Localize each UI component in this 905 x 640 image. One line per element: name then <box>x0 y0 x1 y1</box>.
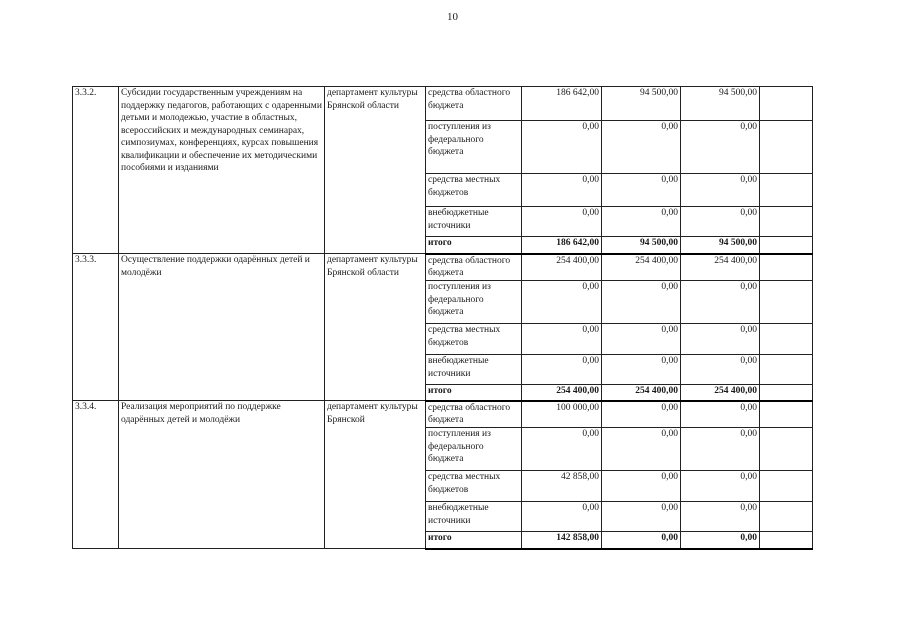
empty-cell <box>760 502 813 532</box>
amount-year-3: 0,00 <box>681 281 760 324</box>
amount-year-1: 42 858,00 <box>522 471 602 502</box>
amount-year-2: 0,00 <box>602 207 681 237</box>
amount-year-3: 0,00 <box>681 174 760 207</box>
table-row <box>73 254 813 281</box>
amount-year-1: 0,00 <box>522 355 602 385</box>
amount-year-1: 254 400,00 <box>522 254 602 281</box>
amount-year-1: 142 858,00 <box>522 532 602 549</box>
table-row <box>73 401 813 428</box>
item-description: Субсидии государственным учреждениям на поддержку педагогов, работающих с одаренными детьми и молодежью, участие в областных, всероссийских и международных семинарах, симпозиумах, конференциях, курсах повышения квалификации и обеспечение их методическими пособиями и изданиями <box>119 87 325 254</box>
empty-cell <box>760 281 813 324</box>
funding-source: итого <box>426 237 522 254</box>
amount-year-1: 100 000,00 <box>522 401 602 428</box>
amount-year-2: 0,00 <box>602 471 681 502</box>
amount-year-3: 94 500,00 <box>681 87 760 121</box>
amount-year-1: 0,00 <box>522 207 602 237</box>
funding-source: средства областного бюджета <box>426 401 522 428</box>
amount-year-2: 0,00 <box>602 174 681 207</box>
funding-source: поступления из федерального бюджета <box>426 281 522 324</box>
responsible-executor: департамент культуры Брянской <box>325 401 426 549</box>
item-code: 3.3.3. <box>73 254 119 401</box>
amount-year-3: 0,00 <box>681 502 760 532</box>
amount-year-3: 254 400,00 <box>681 254 760 281</box>
amount-year-3: 0,00 <box>681 532 760 549</box>
amount-year-3: 0,00 <box>681 401 760 428</box>
empty-cell <box>760 355 813 385</box>
funding-source: внебюджетные источники <box>426 207 522 237</box>
item-description: Реализация мероприятий по поддержке одарённых детей и молодёжи <box>119 401 325 549</box>
amount-year-3: 0,00 <box>681 324 760 355</box>
amount-year-1: 0,00 <box>522 281 602 324</box>
empty-cell <box>760 254 813 281</box>
table-row <box>73 87 813 121</box>
empty-cell <box>760 237 813 254</box>
funding-source: итого <box>426 532 522 549</box>
responsible-executor: департамент культуры Брянской области <box>325 254 426 401</box>
empty-cell <box>760 428 813 471</box>
item-code: 3.3.4. <box>73 401 119 549</box>
amount-year-2: 0,00 <box>602 401 681 428</box>
amount-year-2: 0,00 <box>602 121 681 174</box>
amount-year-2: 94 500,00 <box>602 87 681 121</box>
amount-year-2: 254 400,00 <box>602 254 681 281</box>
empty-cell <box>760 207 813 237</box>
amount-year-1: 186 642,00 <box>522 237 602 254</box>
amount-year-2: 0,00 <box>602 428 681 471</box>
item-description: Осуществление поддержки одарённых детей и молодёжи <box>119 254 325 401</box>
empty-cell <box>760 532 813 549</box>
empty-cell <box>760 87 813 121</box>
amount-year-3: 254 400,00 <box>681 385 760 401</box>
amount-year-1: 0,00 <box>522 428 602 471</box>
empty-cell <box>760 324 813 355</box>
amount-year-3: 94 500,00 <box>681 237 760 254</box>
amount-year-2: 0,00 <box>602 324 681 355</box>
amount-year-1: 254 400,00 <box>522 385 602 401</box>
funding-source: средства местных бюджетов <box>426 471 522 502</box>
amount-year-3: 0,00 <box>681 428 760 471</box>
funding-source: средства областного бюджета <box>426 254 522 281</box>
funding-source: внебюджетные источники <box>426 502 522 532</box>
empty-cell <box>760 121 813 174</box>
empty-cell <box>760 471 813 502</box>
empty-cell <box>760 385 813 401</box>
amount-year-1: 0,00 <box>522 502 602 532</box>
amount-year-1: 0,00 <box>522 174 602 207</box>
funding-source: средства местных бюджетов <box>426 324 522 355</box>
page-number: 10 <box>447 11 458 23</box>
amount-year-1: 0,00 <box>522 121 602 174</box>
funding-source: поступления из федерального бюджета <box>426 121 522 174</box>
amount-year-3: 0,00 <box>681 471 760 502</box>
amount-year-2: 94 500,00 <box>602 237 681 254</box>
funding-source: итого <box>426 385 522 401</box>
amount-year-3: 0,00 <box>681 121 760 174</box>
amount-year-2: 0,00 <box>602 281 681 324</box>
amount-year-3: 0,00 <box>681 355 760 385</box>
funding-source: внебюджетные источники <box>426 355 522 385</box>
responsible-executor: департамент культуры Брянской области <box>325 87 426 254</box>
amount-year-2: 0,00 <box>602 532 681 549</box>
amount-year-1: 186 642,00 <box>522 87 602 121</box>
empty-cell <box>760 174 813 207</box>
amount-year-2: 0,00 <box>602 502 681 532</box>
amount-year-3: 0,00 <box>681 207 760 237</box>
item-code: 3.3.2. <box>73 87 119 254</box>
funding-source: средства местных бюджетов <box>426 174 522 207</box>
budget-table <box>72 86 813 550</box>
amount-year-2: 254 400,00 <box>602 385 681 401</box>
empty-cell <box>760 401 813 428</box>
amount-year-2: 0,00 <box>602 355 681 385</box>
funding-source: средства областного бюджета <box>426 87 522 121</box>
amount-year-1: 0,00 <box>522 324 602 355</box>
funding-source: поступления из федерального бюджета <box>426 428 522 471</box>
